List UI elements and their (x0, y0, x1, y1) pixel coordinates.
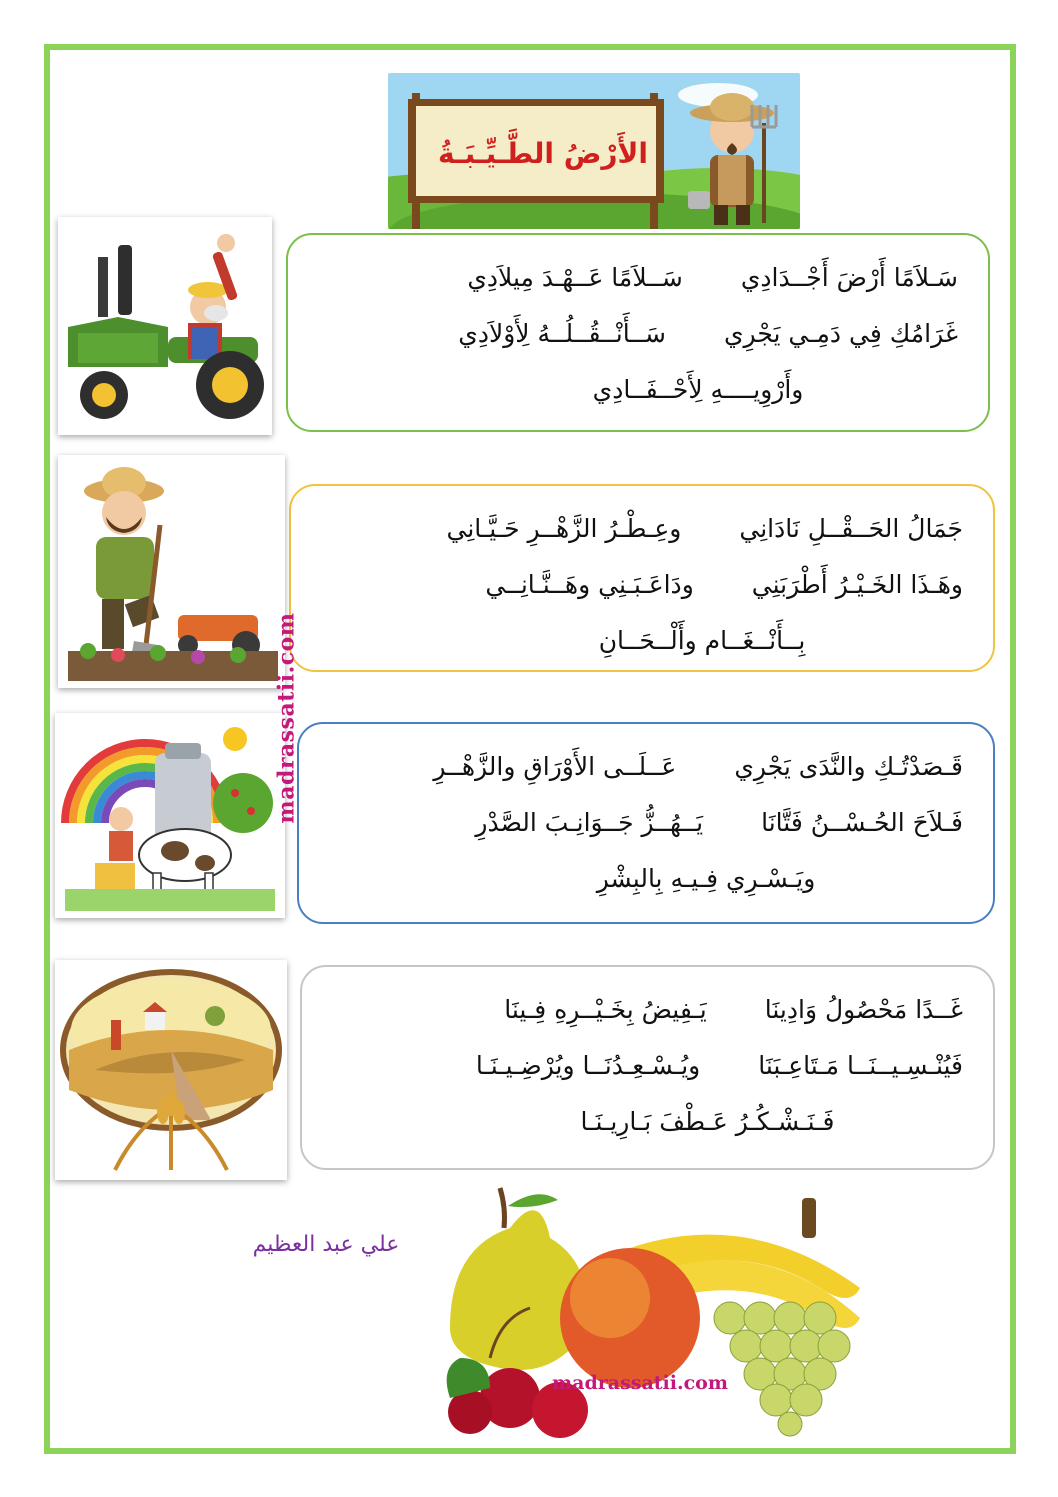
verse-hemistich: قَـصَدْتُـكِ والنَّدَى يَجْرِي (734, 751, 963, 781)
verse-hemistich: سَـلاَمًا أَرْضَ أَجْــدَادِي (740, 262, 958, 292)
verse-hemistich: بِــأَنْــغَــام وأَلْــحَــانِ (598, 625, 806, 655)
verse-hemistich: ويَـسْـرِي فِـيـهِ بِالبِشْرِ (596, 863, 816, 893)
verse-line (318, 249, 958, 305)
illustration-wheat-field (55, 960, 287, 1180)
verse-hemistich: يَــهُــزُّ جَــوَانِـبَ الصَّدْرِ (475, 807, 704, 837)
verse-hemistich: وهَـذَا الخَـيْـرُ أَطْرَبَنِي (751, 569, 963, 599)
verse-hemistich: يَـفِيضُ بِخَـيْــرِهِ فِـينَا (504, 994, 707, 1024)
verse-line (332, 981, 963, 1037)
verse-hemistich: ويُـسْـعِـدُنَــا ويُرْضِـيـنَـا (475, 1050, 701, 1080)
stanza-1 (286, 233, 990, 432)
stanza-3 (297, 722, 995, 924)
verse-line (318, 305, 958, 361)
verse-hemistich: فَـلاَحَ الحُـسْــنُ فَتَّانَا (761, 807, 963, 837)
watermark (262, 548, 312, 888)
farmer-tractor-icon (58, 217, 272, 435)
wheat-field-icon (55, 960, 287, 1180)
verse-hemistich: غَرَامُكِ فِي دَمِـي يَجْرِي (723, 318, 958, 348)
verse-line (318, 361, 958, 417)
verse-hemistich: سَــأَنْــقُــلُــهُ لِأَوْلاَدِي (458, 318, 666, 348)
verse-hemistich: جَمَالُ الحَــقْــلِ نَادَانِي (739, 513, 963, 543)
verse-line (332, 1093, 963, 1149)
stanza-2 (289, 484, 995, 672)
watermark-text: madrassatii.com (274, 612, 301, 824)
stanza-4 (300, 965, 995, 1170)
verse-line (321, 556, 963, 612)
verse-hemistich: فَـنَـشْـكُـرُ عَـطْفَ بَـارِيـنَـا (580, 1106, 835, 1136)
verse-line (321, 500, 963, 556)
verse-line (329, 738, 963, 794)
illustration-tractor (58, 217, 272, 435)
verse-hemistich: سَــلاَمًا عَــهْـدَ مِيلاَدِي (467, 262, 683, 292)
verse-hemistich: ودَاعَـبَـنِي وهَــنَّـانِــي (485, 569, 694, 599)
verse-hemistich: عَــلَــى الأَوْرَاقِ والزَّهْــرِ (433, 751, 677, 781)
illustration-farm-cow (55, 713, 285, 918)
verse-hemistich: غَــدًا مَحْصُولُ وَادِينَا (764, 994, 963, 1024)
verse-hemistich: فَيُنْـسِـيــنَــا مَـتَاعِـبَنَا (758, 1050, 963, 1080)
page-title: الأَرْضُ الطَّـيِّـبَـةُ (438, 136, 648, 170)
farm-cow-rainbow-icon (55, 713, 285, 918)
verse-line (329, 794, 963, 850)
verse-line (329, 850, 963, 906)
title-banner (388, 73, 800, 229)
verse-line (321, 612, 963, 668)
verse-hemistich: وعِـطْـرُ الزَّهْــرِ حَـيَّـانِي (446, 513, 682, 543)
farmer-shovel-icon (58, 455, 285, 688)
verse-hemistich: وأَرْوِيــــهِ لِأَحْــفَــادِي (592, 374, 804, 404)
verse-line (332, 1037, 963, 1093)
author-name: علي عبد العظيم (252, 1232, 400, 1257)
site-url: madrassatii.com (552, 1372, 728, 1394)
illustration-farmer-shovel (58, 455, 285, 688)
